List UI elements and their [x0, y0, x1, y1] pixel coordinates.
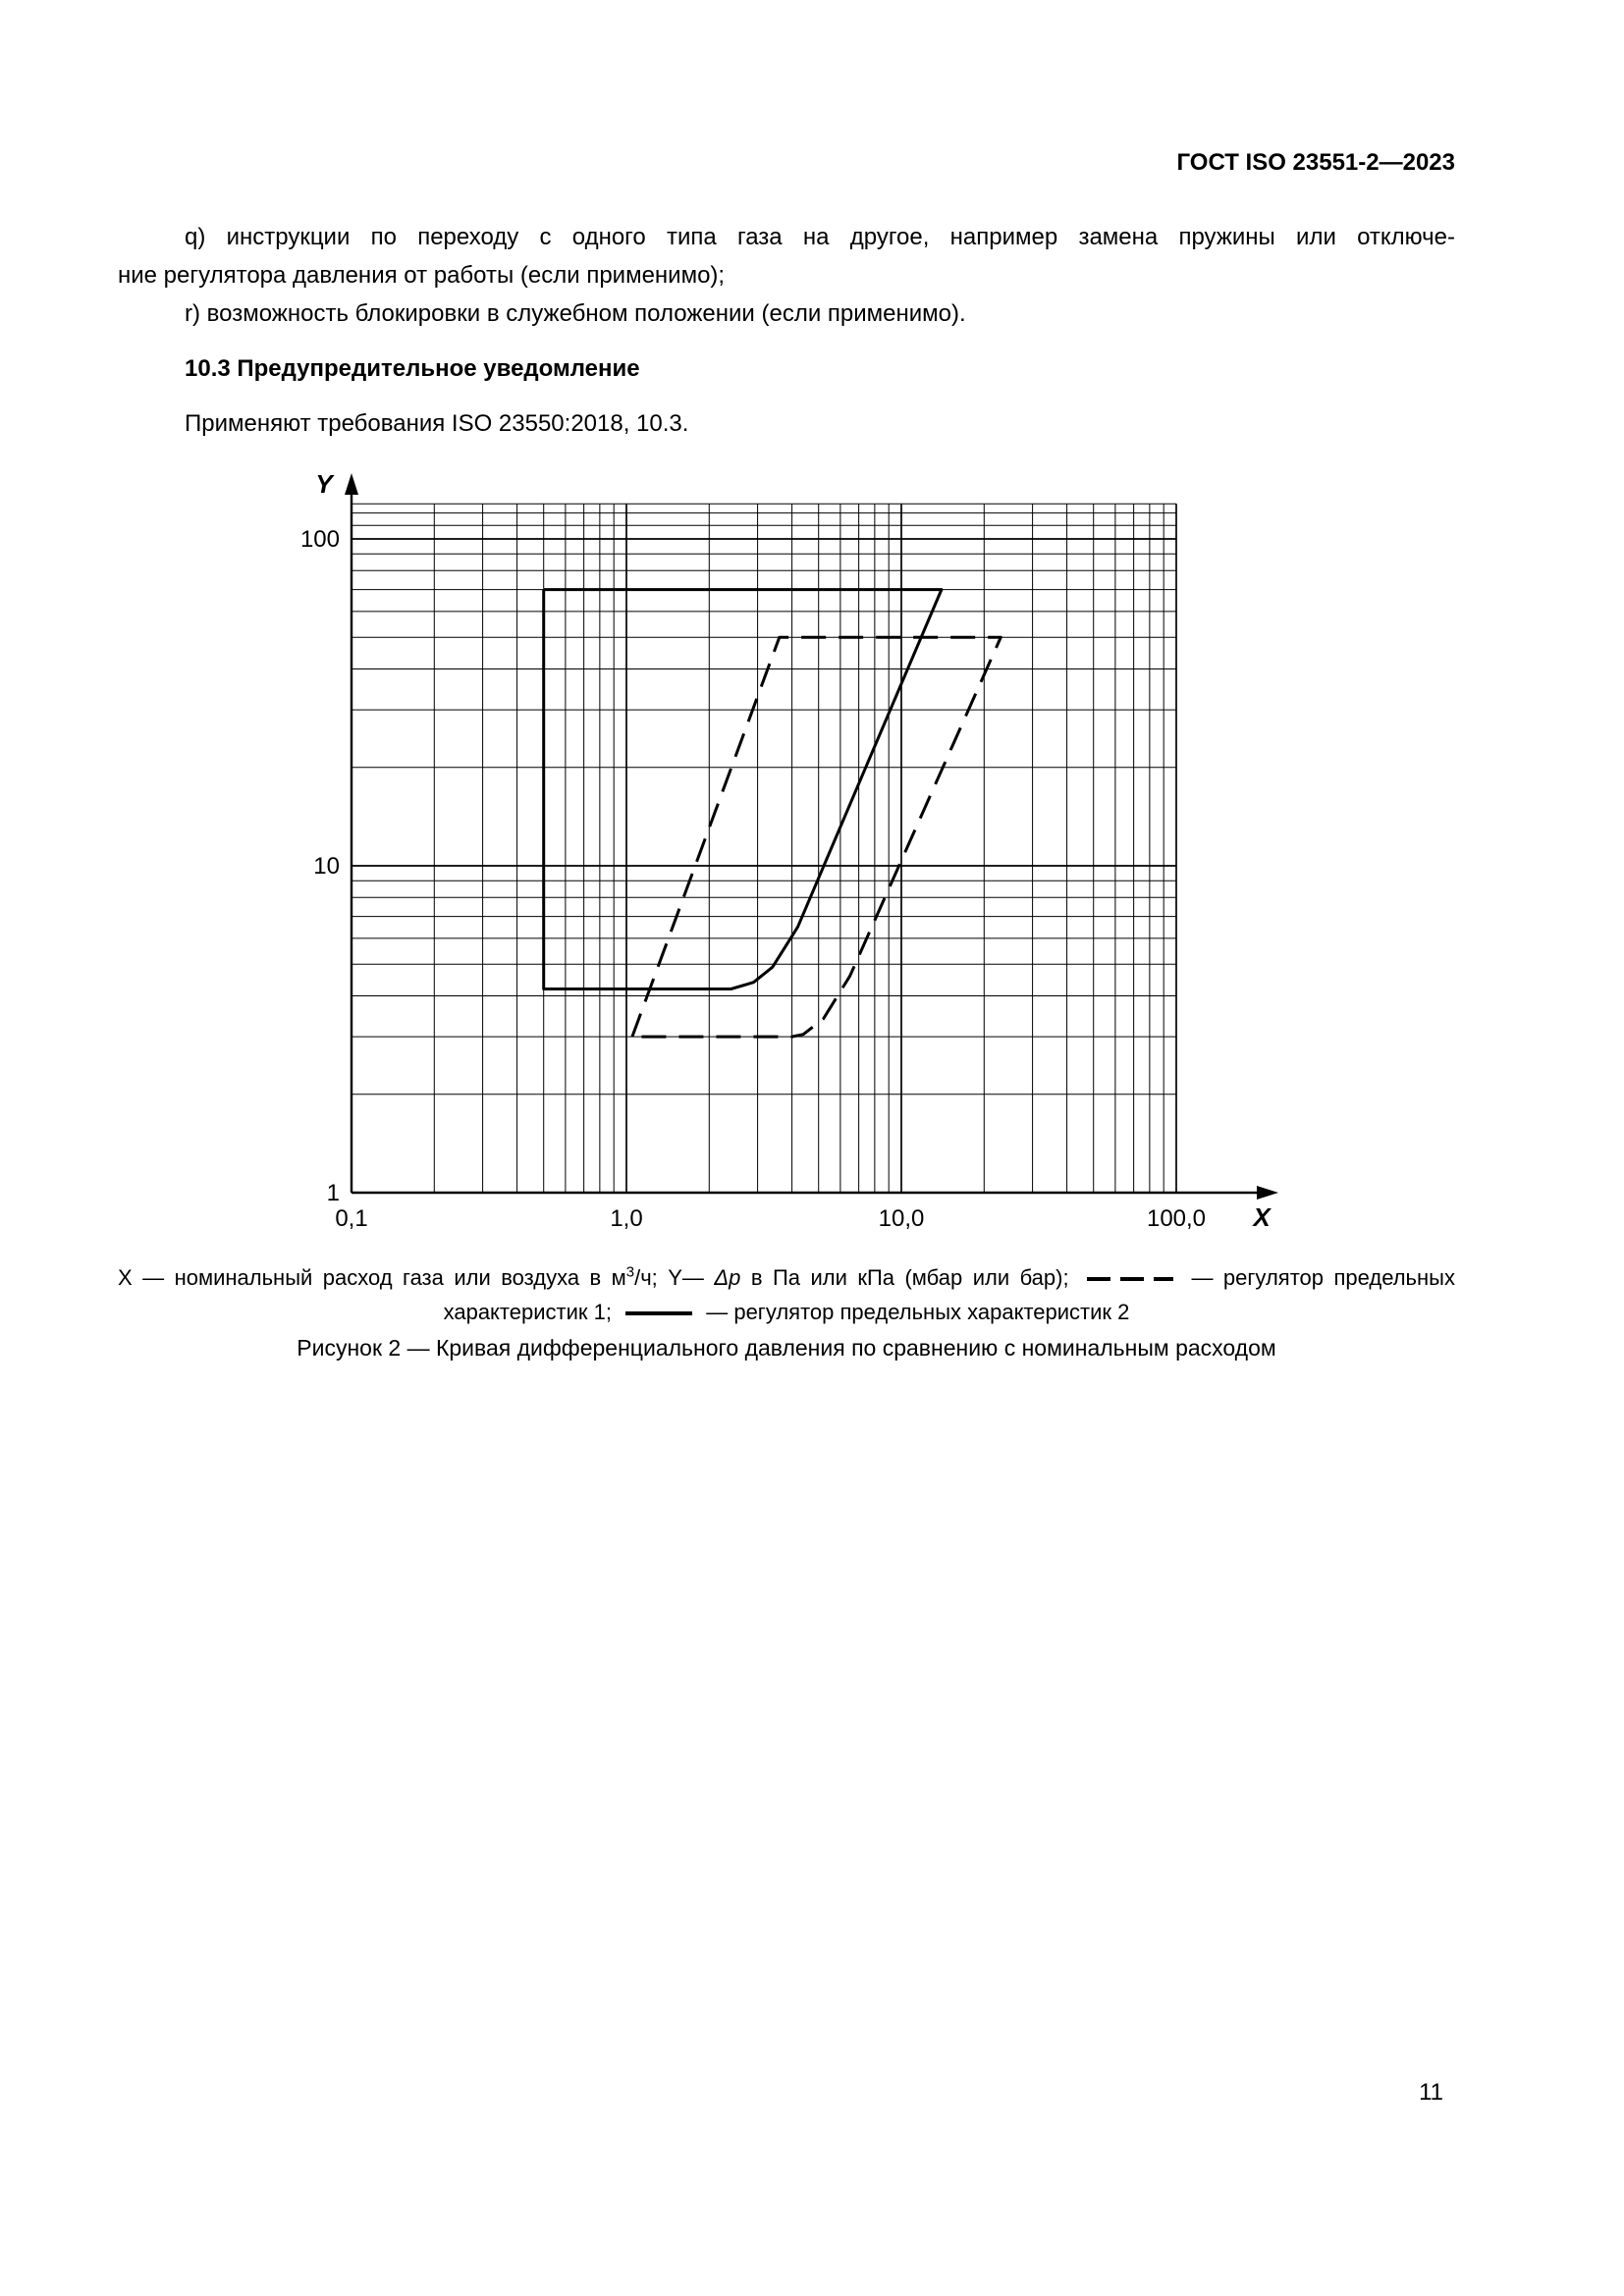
paragraph-q-line2: ние регулятора давления от работы (если применимо);: [118, 262, 726, 289]
legend-y-definition-start: /ч; Y—: [634, 1265, 715, 1290]
svg-text:0,1: 0,1: [335, 1205, 368, 1232]
svg-text:1,0: 1,0: [610, 1205, 643, 1232]
legend-series1-label-cont: характеристик 1;: [443, 1300, 612, 1324]
body-text: [118, 218, 1455, 333]
paragraph-r: r) возможность блокировки в служебном положении (если применимо).: [185, 300, 966, 327]
svg-text:100: 100: [299, 526, 340, 553]
legend-delta-p: Δp: [714, 1265, 741, 1290]
figure-legend: [118, 1260, 1455, 1329]
section-heading-10-3: 10.3 Предупредительное уведомление: [185, 355, 640, 382]
legend-x-definition: X — номинальный расход газа или воздуха в м: [118, 1265, 626, 1290]
document-header: ГОСТ ISO 23551-2—2023: [1176, 149, 1455, 176]
pressure-flow-log-chart: [295, 452, 1335, 1266]
paragraph-apply-requirements: Применяют требования ISO 23550:2018, 10.3.: [185, 410, 689, 437]
figure-2-chart: [295, 452, 1335, 1266]
svg-text:X: X: [1253, 1202, 1271, 1232]
legend-series1-label: — регулятор предельных: [1191, 1265, 1455, 1290]
figure-caption: Рисунок 2 — Кривая дифференциального давления по сравнению с номинальным расходом: [297, 1335, 1276, 1361]
svg-text:Y: Y: [315, 469, 333, 499]
paragraph-q-line1: q) инструкции по переходу с одного типа газа на другое, например замена пружины или отключе-: [185, 224, 1455, 250]
svg-text:1: 1: [326, 1180, 340, 1206]
svg-text:100,0: 100,0: [1146, 1205, 1207, 1232]
svg-text:10: 10: [313, 853, 340, 880]
dashed-line-sample: [1085, 1273, 1175, 1285]
legend-superscript: 3: [625, 1263, 635, 1281]
legend-line-1: [118, 1260, 1455, 1295]
legend-line-2: [118, 1295, 1455, 1329]
solid-line-sample: [623, 1308, 694, 1319]
svg-text:10,0: 10,0: [878, 1205, 925, 1232]
legend-series2-label: — регулятор предельных характеристик 2: [706, 1300, 1130, 1324]
page-number: 11: [1419, 2079, 1443, 2106]
legend-y-definition-end: в Па или кПа (мбар или бар);: [740, 1265, 1069, 1290]
